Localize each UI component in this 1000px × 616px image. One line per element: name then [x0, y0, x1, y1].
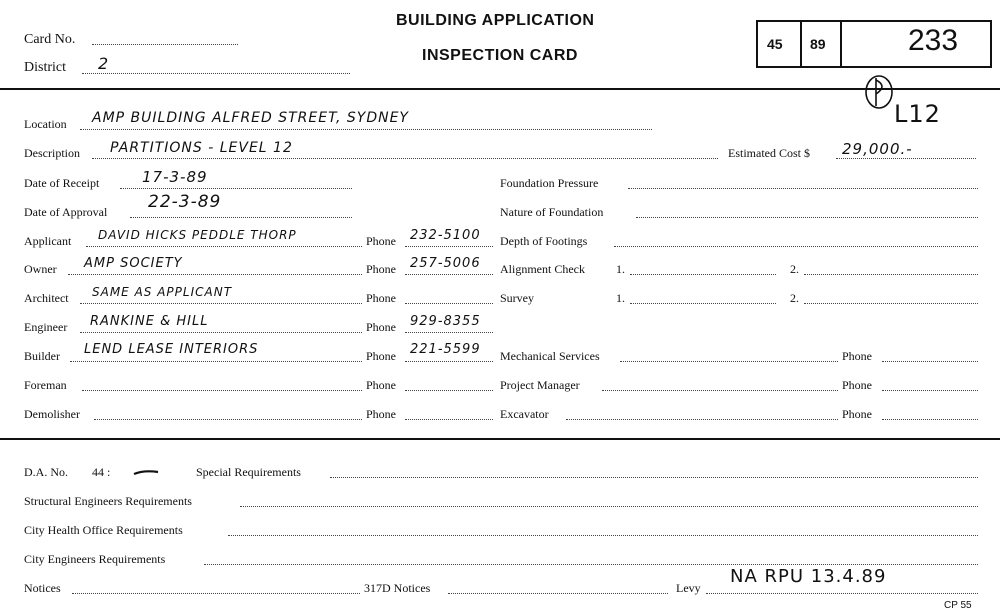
- foundation-pressure-label: Foundation Pressure: [500, 176, 599, 190]
- mechanical-phone-line: [882, 361, 978, 362]
- estimated-cost-value: 29,000.-: [842, 140, 913, 158]
- estimated-cost-label: Estimated Cost $: [728, 146, 810, 160]
- alignment-line-1: [630, 274, 776, 275]
- health-label: City Health Office Requirements: [24, 523, 183, 537]
- architect-value: SAME AS APPLICANT: [92, 285, 233, 299]
- builder-value: LEND LEASE INTERIORS: [84, 342, 259, 357]
- project-manager-line: [602, 390, 838, 391]
- excavator-label: Excavator: [500, 407, 549, 421]
- date-approval-line: [130, 217, 352, 218]
- applicant-phone-line: [405, 246, 493, 247]
- location-label: Location: [24, 117, 67, 131]
- architect-phone-label: Phone: [366, 291, 396, 305]
- city-engineers-line: [204, 564, 978, 565]
- da-label: D.A. No.: [24, 465, 68, 479]
- applicant-phone: 232-5100: [410, 228, 481, 243]
- district-label: District: [24, 60, 66, 75]
- demolisher-phone-line: [405, 419, 493, 420]
- owner-phone-label: Phone: [366, 262, 396, 276]
- architect-line: [80, 303, 362, 304]
- alignment-num-1: 1.: [616, 262, 625, 276]
- applicant-phone-label: Phone: [366, 234, 396, 248]
- alignment-check-label: Alignment Check: [500, 262, 585, 276]
- engineer-phone-label: Phone: [366, 320, 396, 334]
- engineer-line: [80, 332, 362, 333]
- code-b: 89: [810, 36, 826, 52]
- estimated-cost-line: [836, 158, 976, 159]
- card-no-label: Card No.: [24, 32, 76, 47]
- excavator-phone-label: Phone: [842, 407, 872, 421]
- architect-label: Architect: [24, 291, 69, 305]
- levy-line: [706, 593, 978, 594]
- engineer-phone-line: [405, 332, 493, 333]
- survey-line-1: [630, 303, 776, 304]
- applicant-value: DAVID HICKS PEDDLE THORP: [98, 228, 297, 242]
- card-number: 233: [908, 24, 959, 57]
- title-line-2: INSPECTION CARD: [422, 47, 578, 64]
- notices-label: Notices: [24, 581, 61, 595]
- project-manager-phone-label: Phone: [842, 378, 872, 392]
- date-approval-value: 22-3-89: [148, 192, 222, 212]
- owner-phone-line: [405, 274, 493, 275]
- notices-317d-line: [448, 593, 668, 594]
- mechanical-line: [620, 361, 838, 362]
- levy-value: NA RPU 13.4.89: [730, 566, 887, 587]
- header-rule: [0, 88, 1000, 90]
- foundation-pressure-line: [628, 188, 978, 189]
- special-requirements-label: Special Requirements: [196, 465, 301, 479]
- nature-foundation-line: [636, 217, 978, 218]
- mechanical-label: Mechanical Services: [500, 349, 600, 363]
- health-line: [228, 535, 978, 536]
- location-line: [80, 129, 652, 130]
- structural-line: [240, 506, 978, 507]
- date-receipt-label: Date of Receipt: [24, 176, 100, 190]
- survey-label: Survey: [500, 291, 534, 305]
- alignment-num-2: 2.: [790, 262, 799, 276]
- location-value: AMP BUILDING ALFRED STREET, SYDNEY: [92, 110, 409, 126]
- box-divider-1: [800, 20, 802, 68]
- corner-annotation: L12: [894, 100, 941, 128]
- district-line: [82, 73, 350, 74]
- description-value: PARTITIONS - LEVEL 12: [110, 140, 293, 156]
- builder-phone-label: Phone: [366, 349, 396, 363]
- date-approval-label: Date of Approval: [24, 205, 108, 219]
- builder-label: Builder: [24, 349, 60, 363]
- dash-mark-icon: [132, 468, 160, 478]
- city-engineers-label: City Engineers Requirements: [24, 552, 166, 566]
- box-divider-2: [840, 20, 842, 68]
- structural-label: Structural Engineers Requirements: [24, 494, 192, 508]
- date-receipt-value: 17-3-89: [142, 168, 208, 186]
- project-manager-label: Project Manager: [500, 378, 580, 392]
- alignment-line-2: [804, 274, 978, 275]
- circled-mark-icon: [862, 72, 898, 114]
- survey-num-1: 1.: [616, 291, 625, 305]
- description-line: [92, 158, 718, 159]
- builder-line: [70, 361, 362, 362]
- demolisher-phone-label: Phone: [366, 407, 396, 421]
- survey-num-2: 2.: [790, 291, 799, 305]
- applicant-label: Applicant: [24, 234, 72, 248]
- card-no-line: [92, 44, 238, 45]
- project-manager-phone-line: [882, 390, 978, 391]
- code-a: 45: [767, 36, 783, 52]
- da-value: 44 :: [92, 465, 111, 479]
- depth-footings-label: Depth of Footings: [500, 234, 588, 248]
- applicant-line: [86, 246, 362, 247]
- owner-phone: 257-5006: [410, 256, 481, 271]
- foreman-phone-line: [405, 390, 493, 391]
- owner-value: AMP SOCIETY: [84, 256, 183, 271]
- title-line-1: BUILDING APPLICATION: [396, 12, 595, 29]
- mechanical-phone-label: Phone: [842, 349, 872, 363]
- foreman-phone-label: Phone: [366, 378, 396, 392]
- demolisher-label: Demolisher: [24, 407, 80, 421]
- builder-phone-line: [405, 361, 493, 362]
- depth-footings-line: [614, 246, 978, 247]
- builder-phone: 221-5599: [410, 342, 481, 357]
- engineer-label: Engineer: [24, 320, 68, 334]
- middle-rule: [0, 438, 1000, 440]
- nature-foundation-label: Nature of Foundation: [500, 205, 604, 219]
- levy-label: Levy: [676, 581, 701, 595]
- excavator-line: [566, 419, 838, 420]
- description-label: Description: [24, 146, 80, 160]
- engineer-value: RANKINE & HILL: [90, 314, 209, 329]
- survey-line-2: [804, 303, 978, 304]
- notices-line: [72, 593, 360, 594]
- foreman-label: Foreman: [24, 378, 67, 392]
- demolisher-line: [94, 419, 362, 420]
- engineer-phone: 929-8355: [410, 314, 481, 329]
- notices-317d-label: 317D Notices: [364, 581, 431, 595]
- owner-line: [68, 274, 362, 275]
- date-receipt-line: [120, 188, 352, 189]
- special-requirements-line: [330, 477, 978, 478]
- district-value: 2: [98, 54, 110, 73]
- architect-phone-line: [405, 303, 493, 304]
- foreman-line: [82, 390, 362, 391]
- excavator-phone-line: [882, 419, 978, 420]
- owner-label: Owner: [24, 262, 57, 276]
- form-code: CP 55: [944, 600, 972, 611]
